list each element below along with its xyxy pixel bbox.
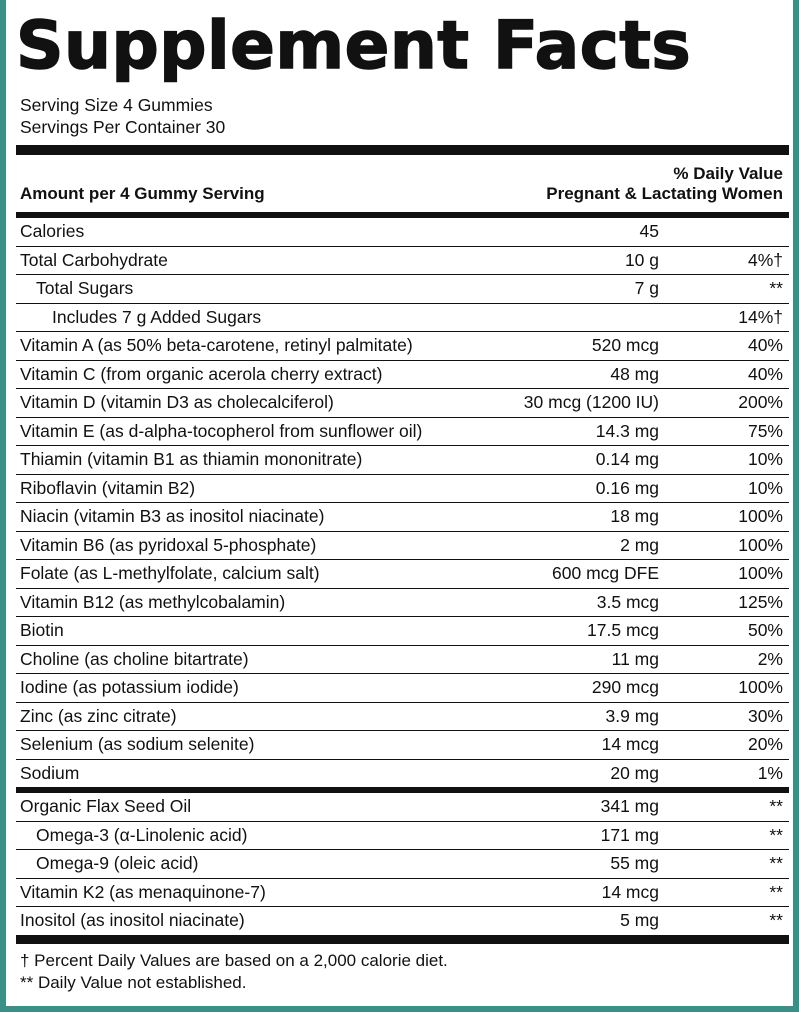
nutrient-name: Zinc (as zinc citrate): [20, 705, 177, 726]
nutrient-amount: 14.3 mg: [595, 420, 659, 441]
nutrient-section-1: [16, 218, 789, 787]
nutrient-daily-value: 200%: [738, 392, 783, 412]
nutrient-daily-value: **: [769, 910, 783, 930]
nutrient-amount: 341 mg: [600, 796, 659, 816]
nutrient-row: [16, 879, 789, 908]
nutrient-daily-value: 40%: [747, 363, 783, 384]
label-panel: [6, 0, 793, 1006]
nutrient-name: Vitamin A (as 50% beta-carotene, retinyl palmitate): [20, 335, 413, 355]
nutrient-row: [16, 532, 789, 561]
nutrient-name: Vitamin K2 (as menaquinone-7): [20, 881, 266, 902]
nutrient-amount: 600 mcg DFE: [552, 563, 659, 583]
nutrient-name: Calories: [20, 221, 85, 241]
nutrient-row: [16, 304, 789, 333]
nutrient-row: [16, 361, 789, 390]
nutrient-row: [16, 760, 789, 788]
nutrient-name: Vitamin E (as d-alpha-tocopherol from sunflower oil): [20, 420, 423, 441]
nutrient-name: Includes 7 g Added Sugars: [52, 306, 262, 327]
daily-value-header-line1: % Daily Value: [673, 164, 783, 183]
nutrient-daily-value: 75%: [747, 420, 783, 441]
nutrient-name: Iodine (as potassium iodide): [20, 677, 239, 697]
nutrient-amount: 7 g: [634, 278, 659, 298]
table-header: [16, 155, 789, 218]
nutrient-amount: 520 mcg: [591, 335, 659, 355]
nutrient-amount: 18 mg: [610, 506, 659, 526]
nutrient-daily-value: 10%: [747, 477, 783, 498]
servings-per-container: Servings Per Container 30: [20, 117, 226, 137]
nutrient-row: [16, 793, 789, 822]
nutrient-name: Total Sugars: [36, 278, 134, 298]
nutrient-amount: 290 mcg: [591, 677, 659, 697]
nutrient-amount: 48 mg: [610, 363, 659, 384]
nutrient-name: Vitamin C (from organic acerola cherry extract): [20, 363, 383, 384]
nutrient-row: [16, 617, 789, 646]
nutrient-row: [16, 503, 789, 532]
nutrient-amount: 2 mg: [620, 534, 659, 555]
nutrient-row: [16, 418, 789, 447]
nutrient-amount: 10 g: [624, 249, 659, 270]
nutrient-name: Omega-9 (oleic acid): [36, 853, 199, 873]
daily-value-header-line2: Pregnant & Lactating Women: [546, 184, 783, 203]
nutrient-row: [16, 247, 789, 276]
nutrient-name: Sodium: [20, 762, 80, 783]
nutrient-name: Selenium (as sodium selenite): [20, 734, 255, 754]
nutrient-daily-value: 125%: [738, 591, 783, 612]
footnotes: [16, 944, 789, 994]
nutrient-row: [16, 589, 789, 618]
nutrient-daily-value: 10%: [747, 449, 783, 469]
nutrient-row: [16, 731, 789, 760]
nutrient-row: [16, 646, 789, 675]
nutrient-name: Riboflavin (vitamin B2): [20, 477, 196, 498]
nutrient-amount: 20 mg: [610, 762, 659, 783]
nutrient-name: Vitamin B6 (as pyridoxal 5-phosphate): [20, 534, 317, 555]
daily-value-header: [546, 164, 783, 204]
nutrient-name: Omega-3 (α-Linolenic acid): [36, 824, 248, 845]
nutrient-amount: 3.5 mcg: [596, 591, 659, 612]
nutrient-daily-value: **: [769, 881, 783, 902]
nutrient-amount: 45: [639, 221, 659, 241]
nutrient-row: [16, 560, 789, 589]
nutrient-row: [16, 907, 789, 935]
nutrient-daily-value: 14%†: [738, 306, 783, 327]
nutrient-amount: 14 mcg: [601, 881, 659, 902]
nutrient-amount: 30 mcg (1200 IU): [523, 392, 659, 412]
nutrient-daily-value: **: [769, 278, 783, 298]
nutrient-amount: 3.9 mg: [605, 705, 659, 726]
nutrient-row: [16, 389, 789, 418]
nutrient-daily-value: 100%: [738, 563, 783, 583]
nutrient-daily-value: **: [769, 796, 783, 816]
serving-size: Serving Size 4 Gummies: [20, 95, 213, 115]
nutrient-amount: 55 mg: [610, 853, 659, 873]
nutrient-amount: 17.5 mcg: [587, 620, 659, 640]
nutrient-daily-value: **: [769, 853, 783, 873]
nutrient-row: [16, 332, 789, 361]
divider-end: [16, 935, 789, 944]
nutrient-name: Organic Flax Seed Oil: [20, 796, 192, 816]
nutrient-daily-value: 20%: [747, 734, 783, 754]
nutrient-name: Vitamin D (vitamin D3 as cholecalciferol): [20, 392, 334, 412]
nutrient-daily-value: 40%: [747, 335, 783, 355]
nutrient-amount: 11 mg: [611, 648, 659, 669]
nutrient-row: [16, 822, 789, 851]
supplement-facts-label: [16, 0, 789, 994]
nutrient-row: [16, 446, 789, 475]
nutrient-section-2: [16, 793, 789, 935]
nutrient-daily-value: 1%: [757, 762, 783, 783]
nutrient-name: Total Carbohydrate: [20, 249, 168, 270]
nutrient-row: [16, 275, 789, 304]
label-title: Supplement Facts: [16, 7, 692, 84]
nutrient-name: Niacin (vitamin B3 as inositol niacinate): [20, 506, 325, 526]
nutrient-daily-value: 100%: [738, 506, 783, 526]
nutrient-row: [16, 218, 789, 247]
footnote-double-star: ** Daily Value not established.: [20, 972, 247, 992]
nutrient-daily-value: 100%: [738, 534, 783, 555]
footnote-dagger: † Percent Daily Values are based on a 2,000 calorie diet.: [20, 950, 448, 970]
nutrient-name: Thiamin (vitamin B1 as thiamin mononitrate): [20, 449, 363, 469]
nutrient-row: [16, 475, 789, 504]
nutrient-amount: 0.16 mg: [595, 477, 659, 498]
nutrient-amount: 171 mg: [600, 824, 659, 845]
nutrient-name: Folate (as L-methylfolate, calcium salt): [20, 563, 320, 583]
nutrient-name: Choline (as choline bitartrate): [20, 648, 249, 669]
nutrient-daily-value: 100%: [738, 677, 783, 697]
nutrient-row: [16, 850, 789, 879]
nutrient-amount: 0.14 mg: [595, 449, 659, 469]
nutrient-daily-value: **: [769, 824, 783, 845]
nutrient-name: Biotin: [20, 620, 64, 640]
nutrient-row: [16, 674, 789, 703]
nutrient-daily-value: 30%: [747, 705, 783, 726]
nutrient-amount: 14 mcg: [601, 734, 659, 754]
amount-header: Amount per 4 Gummy Serving: [20, 184, 265, 203]
nutrient-daily-value: 2%: [757, 648, 783, 669]
nutrient-daily-value: 50%: [747, 620, 783, 640]
divider-thick: [16, 145, 789, 155]
nutrient-daily-value: 4%†: [747, 249, 783, 270]
nutrient-name: Vitamin B12 (as methylcobalamin): [20, 591, 286, 612]
nutrient-amount: 5 mg: [620, 910, 659, 930]
nutrient-name: Inositol (as inositol niacinate): [20, 910, 245, 930]
nutrient-row: [16, 703, 789, 732]
